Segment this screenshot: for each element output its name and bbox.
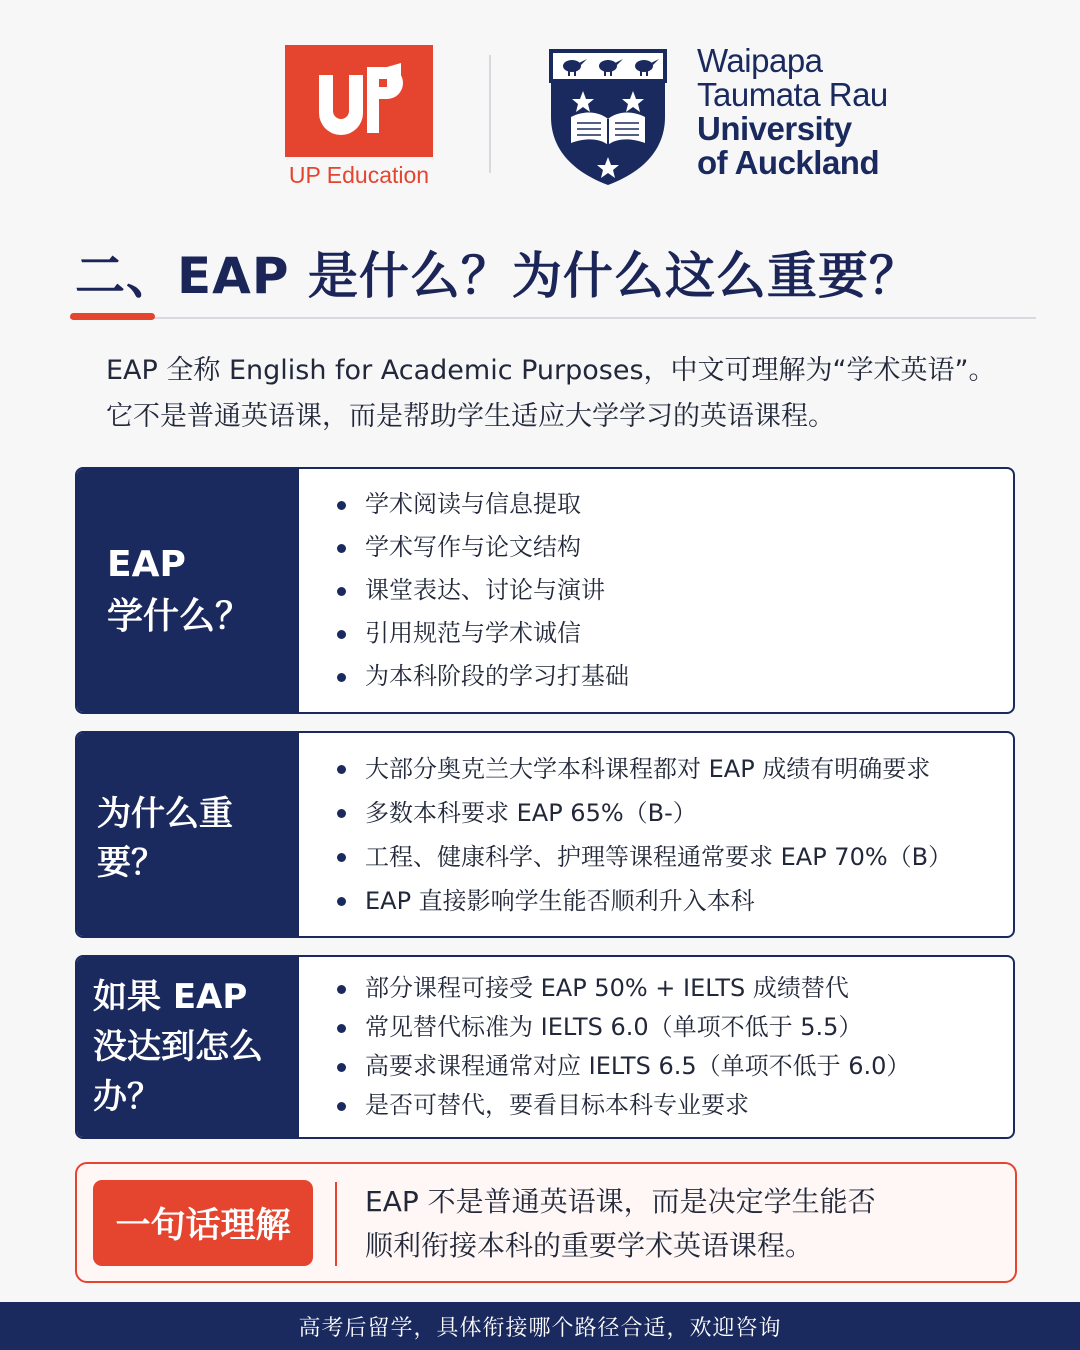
summary-tag: 一句话理解 xyxy=(93,1180,313,1266)
panel-label xyxy=(77,957,299,1137)
university-name-line1: Waipapa xyxy=(697,42,823,79)
list-item: 工程、健康科学、护理等课程通常要求 EAP 70%（B） xyxy=(335,835,952,879)
list-item: 引用规范与学术诚信 xyxy=(335,612,629,655)
panel-label-line: EAP xyxy=(107,543,186,585)
panel-label-line: 为什么重要？ xyxy=(97,793,233,883)
list-item: 学术写作与论文结构 xyxy=(335,526,629,569)
page-title: 二、EAP 是什么？为什么这么重要？ xyxy=(75,247,920,305)
title-accent-bar xyxy=(70,313,155,320)
university-name xyxy=(697,44,888,180)
university-name-line2: Taumata Rau xyxy=(697,76,888,113)
list-item: EAP 直接影响学生能否顺利升入本科 xyxy=(335,879,952,923)
panel-label-line: 学什么？ xyxy=(107,595,252,637)
panel-if-not-met xyxy=(75,955,1015,1139)
up-education-name: UP Education xyxy=(288,162,430,188)
list-item: 高要求课程通常对应 IELTS 6.5（单项不低于 6.0） xyxy=(335,1047,910,1086)
list-item: 为本科阶段的学习打基础 xyxy=(335,655,629,698)
list-item: 课堂表达、讨论与演讲 xyxy=(335,569,629,612)
university-crest-icon xyxy=(547,47,669,187)
list-item: 学术阅读与信息提取 xyxy=(335,483,629,526)
panel-label-line: 如果 EAP xyxy=(93,977,248,1017)
list-item: 大部分奥克兰大学本科课程都对 EAP 成绩有明确要求 xyxy=(335,747,952,791)
summary-line: EAP 不是普通英语课，而是决定学生能否 xyxy=(365,1185,876,1218)
list-item: 常见替代标准为 IELTS 6.0（单项不低于 5.5） xyxy=(335,1008,910,1047)
summary-box xyxy=(75,1162,1017,1283)
footer-banner: 高考后留学，具体衔接哪个路径合适，欢迎咨询 xyxy=(0,1302,1080,1350)
panel-label xyxy=(77,733,299,936)
summary-text xyxy=(365,1180,876,1268)
panel-list xyxy=(299,469,629,712)
intro-line: 它不是普通英语课，而是帮助学生适应大学学习的英语课程。 xyxy=(106,401,835,432)
summary-divider xyxy=(335,1182,337,1266)
title-divider xyxy=(70,317,1036,319)
university-name-line4: of Auckland xyxy=(697,144,880,181)
up-logo-mark xyxy=(285,45,433,157)
intro-line: EAP 全称 English for Academic Purposes，中文可理解为“学术英语”。 xyxy=(106,355,996,386)
university-name-line3: University xyxy=(697,110,852,147)
up-education-logo xyxy=(285,45,433,189)
list-item: 多数本科要求 EAP 65%（B-） xyxy=(335,791,952,835)
panel-what-eap-teaches xyxy=(75,467,1015,714)
panel-label xyxy=(77,469,299,712)
panel-label-line: 没达到怎么办？ xyxy=(93,1027,263,1117)
summary-line: 顺利衔接本科的重要学术英语课程。 xyxy=(365,1229,814,1262)
list-item: 部分课程可接受 EAP 50% + IELTS 成绩替代 xyxy=(335,969,910,1008)
panel-why-important xyxy=(75,731,1015,938)
panel-list xyxy=(299,957,910,1137)
intro-paragraph xyxy=(106,348,1036,440)
panel-list xyxy=(299,733,952,936)
list-item: 是否可替代，要看目标本科专业要求 xyxy=(335,1086,910,1125)
header-divider xyxy=(489,55,491,173)
